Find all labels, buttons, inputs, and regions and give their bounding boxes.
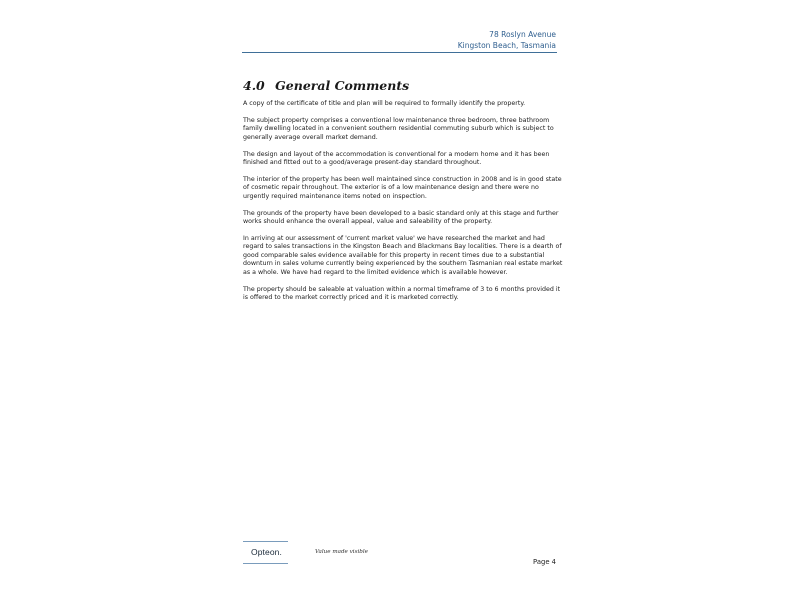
address-line-2: Kingston Beach, Tasmania [457,41,556,50]
footer-divider-bottom [243,563,288,564]
section-body [243,100,563,311]
header-divider [242,52,557,53]
header-address [458,29,556,51]
paragraph: A copy of the certificate of title and plan will be required to formally identify the property. [243,100,526,107]
paragraph: The design and layout of the accommodation is conventional for a modern home and it has been finished and fitted out to a good/average present-day standard throughout. [243,150,550,167]
paragraph: The property should be saleable at valuation within a normal timeframe of 3 to 6 months provided it is offered to the market correctly priced and it is marketed correctly. [243,285,561,301]
paragraph: In arriving at our assessment of 'current market value' we have researched the market and had regard to sales transactions in the Kingston Beach and Blackmans Bay localities. There is a dearth of good comparable sales evidence available for this property in recent times due to a substantial downturn in sales volume currently being experienced by the southern Tasmanian real estate market as a whole. We have had regard to the limited evidence which is available however. [243,234,563,276]
address-line-1: 78 Roslyn Avenue [489,30,556,39]
paragraph: The grounds of the property have been developed to a basic standard only at this stage and further works should enhance the overall appeal, value and saleability of the property. [243,209,559,226]
footer-divider-top [243,541,288,542]
company-tagline: Value made visible [315,549,368,555]
section-number: 4.0 [243,78,265,93]
paragraph: The interior of the property has been well maintained since construction in 2008 and is in good state of cosmetic repair throughout. The exterior is of a low maintenance design and there were no urgently required maintenance items noted on inspection. [243,175,562,200]
page-number: Page 4 [533,558,556,566]
section-title: General Comments [275,78,410,93]
company-logo: Opteon. [251,547,282,557]
paragraph: The subject property comprises a conventional low maintenance three bedroom, three bathroom family dwelling located in a convenient southern residential commuting suburb which is subject to generally average overall market demand. [243,116,554,141]
section-heading [243,78,409,93]
